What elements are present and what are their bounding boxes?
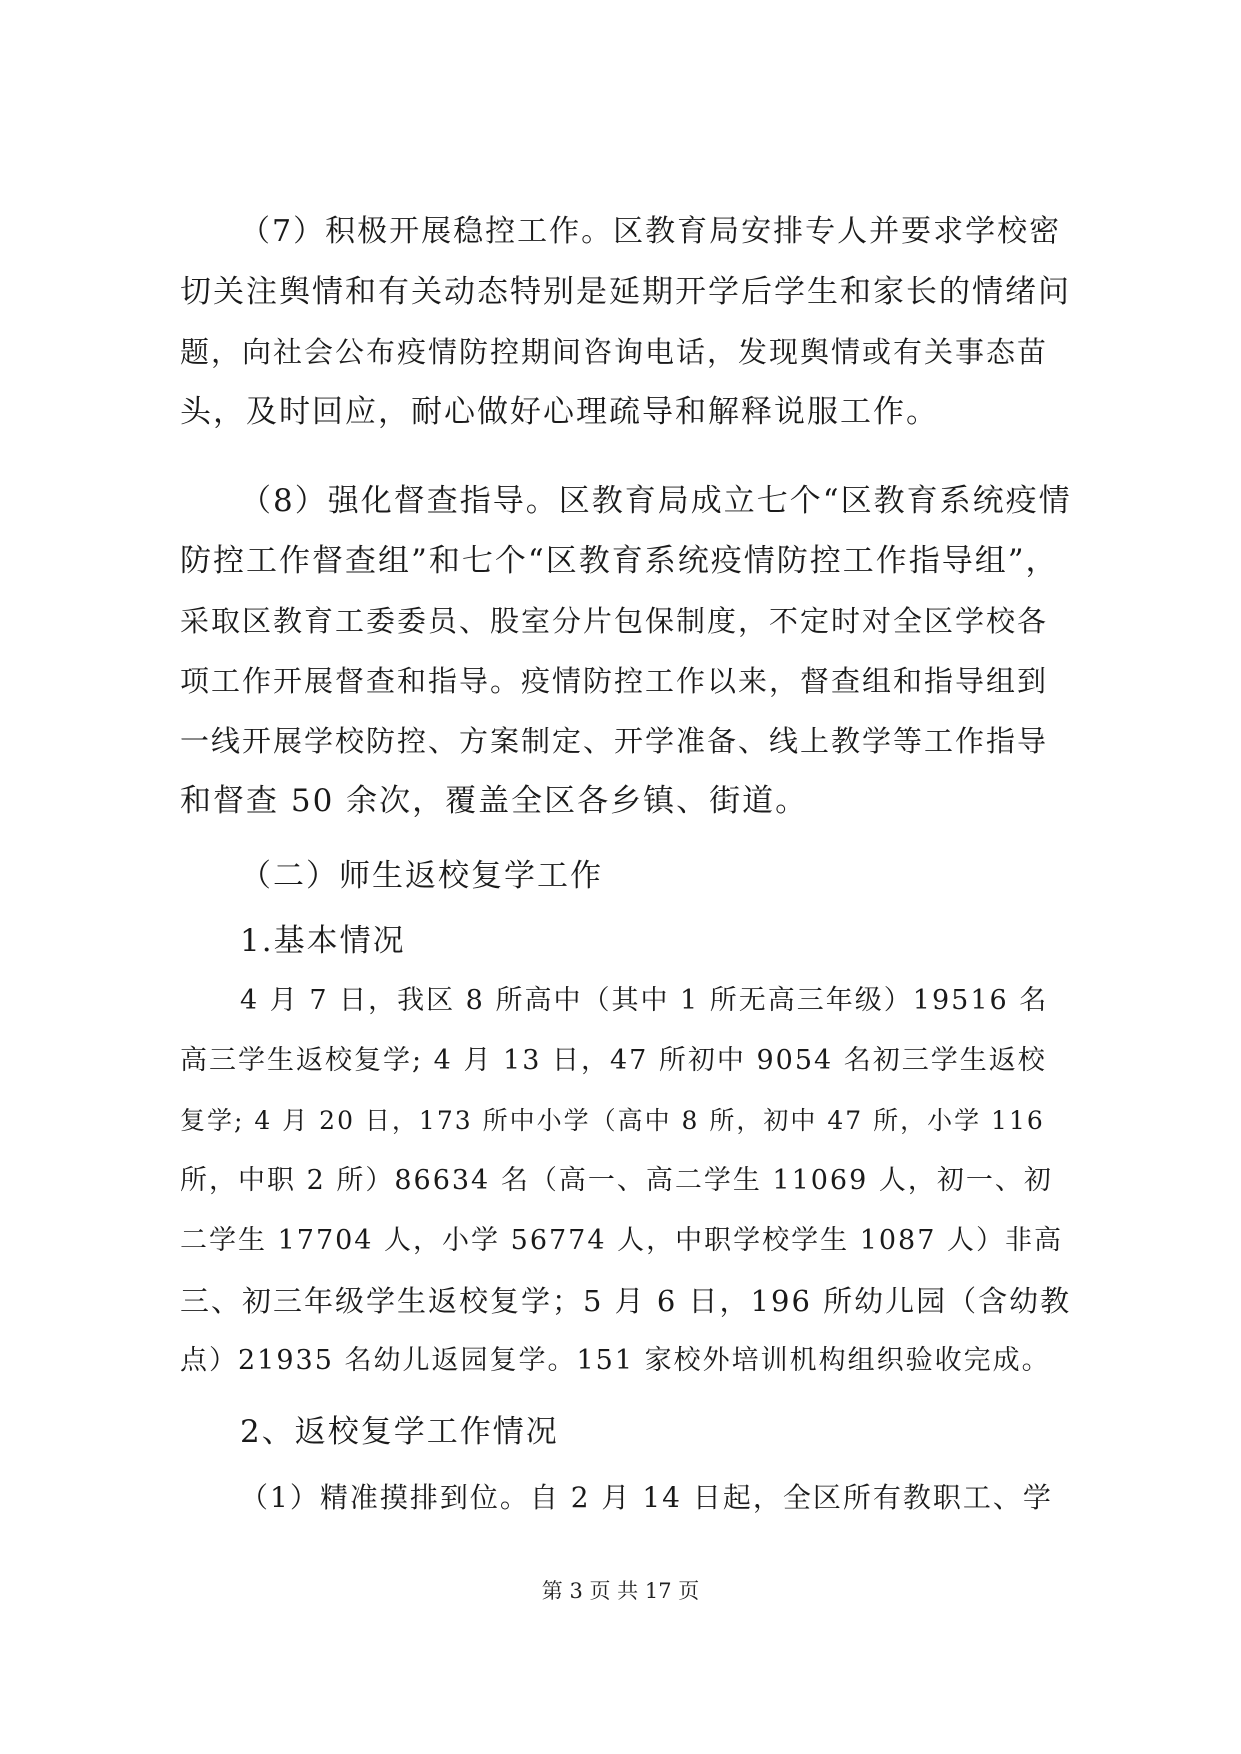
paragraph-line: 头，及时回应，耐心做好心理疏导和解释说服工作。 [180, 394, 939, 430]
paragraph-line: 防控工作督查组”和七个“区教育系统疫情防控工作指导组”， [180, 543, 1059, 579]
paragraph-line: 点）21935 名幼儿返园复学。151 家校外培训机构组织验收完成。 [180, 1345, 1051, 1376]
paragraph-line: 和督查 50 余次，覆盖全区各乡镇、街道。 [180, 783, 809, 819]
subsection-heading: 1.基本情况 [240, 923, 406, 959]
page-number-footer: 第 3 页 共 17 页 [541, 1579, 700, 1603]
paragraph-line: 项工作开展督查和指导。疫情防控工作以来，督查组和指导组到 [180, 664, 1049, 698]
paragraph-line: 三、初三年级学生返校复学；5 月 6 日，196 所幼儿园（含幼教 [180, 1284, 1072, 1318]
paragraph-line: 切关注舆情和有关动态特别是延期开学后学生和家长的情绪问 [180, 274, 1071, 310]
paragraph-line: 采取区教育工委委员、股室分片包保制度，不定时对全区学校各 [180, 604, 1049, 638]
paragraph-line: 复学; 4 月 20 日，173 所中小学（高中 8 所，初中 47 所，小学 116 [180, 1106, 1045, 1135]
paragraph-line: 二学生 17704 人，小学 56774 人，中职学校学生 1087 人）非高 [180, 1225, 1063, 1256]
paragraph-line: 4 月 7 日，我区 8 所高中（其中 1 所无高三年级）19516 名 [240, 985, 1049, 1016]
paragraph-line: 一线开展学校防控、方案制定、开学准备、线上教学等工作指导 [180, 724, 1049, 758]
subsection-heading: 2、返校复学工作情况 [240, 1414, 559, 1450]
section-heading: （二）师生返校复学工作 [240, 858, 603, 894]
paragraph-line: （8）强化督查指导。区教育局成立七个“区教育系统疫情 [240, 483, 1072, 519]
paragraph-line: 所，中职 2 所）86634 名（高一、高二学生 11069 人，初一、初 [180, 1165, 1053, 1196]
paragraph-line: 题，向社会公布疫情防控期间咨询电话，发现舆情或有关事态苗 [180, 335, 1049, 369]
paragraph-line: 高三学生返校复学; 4 月 13 日，47 所初中 9054 名初三学生返校 [180, 1045, 1047, 1076]
paragraph-line: （7）积极开展稳控工作。区教育局安排专人并要求学校密 [240, 214, 1062, 249]
paragraph-line: （1）精准摸排到位。自 2 月 14 日起，全区所有教职工、学 [240, 1481, 1053, 1514]
